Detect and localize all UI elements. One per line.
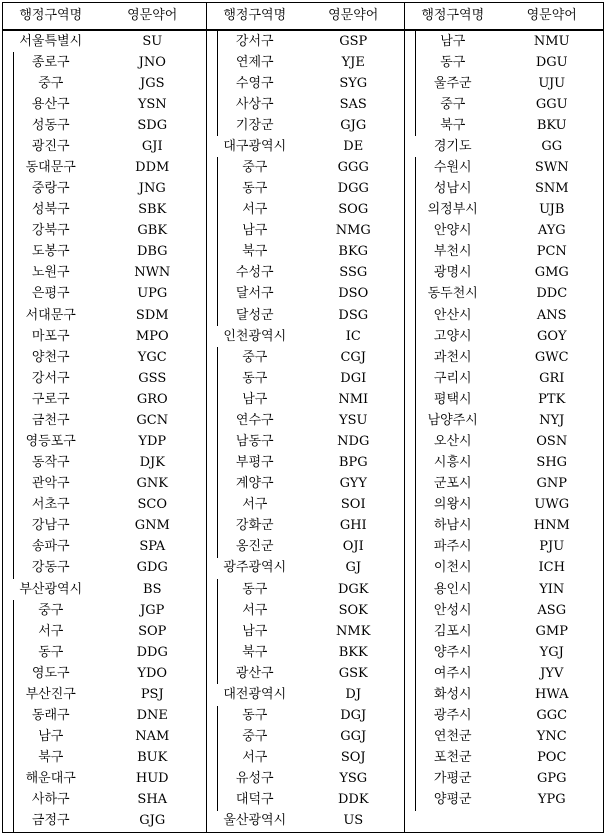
abbreviation-cell: HNM bbox=[501, 516, 604, 537]
abbreviation-cell: JNG bbox=[99, 179, 207, 200]
district-name-cell: 서대문구 bbox=[3, 305, 99, 326]
abbreviation-cell: OJI bbox=[303, 537, 405, 558]
abbreviation-cell: GG bbox=[501, 136, 604, 157]
abbreviation-cell: SNM bbox=[501, 179, 604, 200]
district-name-cell: 남구 bbox=[3, 727, 99, 748]
district-name-cell: 화성시 bbox=[405, 684, 501, 705]
table-row bbox=[3, 30, 604, 52]
table-row bbox=[3, 115, 604, 136]
table-row bbox=[3, 242, 604, 263]
province-name-cell: 인천광역시 bbox=[207, 326, 303, 347]
district-name-cell: 남구 bbox=[207, 621, 303, 642]
abbreviation-cell: BKG bbox=[303, 242, 405, 263]
abbreviation-cell: SHG bbox=[501, 453, 604, 474]
district-name-cell: 연천군 bbox=[405, 727, 501, 748]
abbreviation-cell: GBK bbox=[99, 221, 207, 242]
abbreviation-cell: SHA bbox=[99, 790, 207, 811]
abbreviation-cell: SOP bbox=[99, 621, 207, 642]
district-name-cell: 대덕구 bbox=[207, 790, 303, 811]
district-name-cell: 이천시 bbox=[405, 558, 501, 579]
district-name-cell: 동구 bbox=[207, 579, 303, 600]
abbreviation-cell bbox=[501, 811, 604, 833]
district-name-cell: 동작구 bbox=[3, 453, 99, 474]
table-row bbox=[3, 642, 604, 663]
abbreviation-cell: BKU bbox=[501, 115, 604, 136]
district-name-cell: 강북구 bbox=[3, 221, 99, 242]
abbreviation-cell: GOY bbox=[501, 326, 604, 347]
table-row bbox=[3, 326, 604, 347]
district-name-cell: 남구 bbox=[207, 221, 303, 242]
province-name-cell: 대전광역시 bbox=[207, 684, 303, 705]
abbreviation-cell: BUK bbox=[99, 748, 207, 769]
table-row bbox=[3, 347, 604, 368]
abbreviation-cell: NAM bbox=[99, 727, 207, 748]
district-name-cell: 군포시 bbox=[405, 474, 501, 495]
table-row bbox=[3, 769, 604, 790]
header-region-name-3: 행정구역명 bbox=[405, 3, 501, 31]
province-name-cell: 서울특별시 bbox=[3, 30, 99, 52]
district-name-cell bbox=[405, 811, 501, 833]
abbreviation-cell: YDP bbox=[99, 431, 207, 452]
abbreviation-cell: YNC bbox=[501, 727, 604, 748]
abbreviation-cell: DDC bbox=[501, 284, 604, 305]
abbreviation-cell: YSG bbox=[303, 769, 405, 790]
header-row bbox=[3, 3, 604, 31]
district-name-cell: 영도구 bbox=[3, 663, 99, 684]
abbreviation-cell: GSP bbox=[303, 30, 405, 52]
district-name-cell: 도봉구 bbox=[3, 242, 99, 263]
district-name-cell: 영등포구 bbox=[3, 431, 99, 452]
abbreviation-cell: BS bbox=[99, 579, 207, 600]
abbreviation-cell: JGS bbox=[99, 73, 207, 94]
abbreviation-cell: DGG bbox=[303, 179, 405, 200]
table-row bbox=[3, 621, 604, 642]
table-row bbox=[3, 684, 604, 705]
abbreviation-cell: SAS bbox=[303, 94, 405, 115]
district-name-cell: 중구 bbox=[405, 94, 501, 115]
district-name-cell: 남동구 bbox=[207, 431, 303, 452]
abbreviation-cell: SOJ bbox=[303, 748, 405, 769]
district-name-cell: 남양주시 bbox=[405, 410, 501, 431]
abbreviation-cell: SCO bbox=[99, 495, 207, 516]
district-name-cell: 동래구 bbox=[3, 706, 99, 727]
abbreviation-cell: SWN bbox=[501, 157, 604, 178]
district-name-cell: 김포시 bbox=[405, 621, 501, 642]
district-name-cell: 계양구 bbox=[207, 474, 303, 495]
district-name-cell: 광주시 bbox=[405, 706, 501, 727]
district-name-cell: 해운대구 bbox=[3, 769, 99, 790]
province-name-cell: 부산광역시 bbox=[3, 579, 99, 600]
abbreviation-cell: GJ bbox=[303, 558, 405, 579]
table-row bbox=[3, 495, 604, 516]
abbreviation-cell: GRO bbox=[99, 389, 207, 410]
district-name-cell: 옹진군 bbox=[207, 537, 303, 558]
district-name-cell: 용산구 bbox=[3, 94, 99, 115]
abbreviation-cell: DNE bbox=[99, 706, 207, 727]
abbreviation-cell: JNO bbox=[99, 52, 207, 73]
district-name-cell: 중구 bbox=[207, 347, 303, 368]
district-name-cell: 서구 bbox=[207, 748, 303, 769]
table-body bbox=[3, 30, 604, 833]
district-name-cell: 부평구 bbox=[207, 453, 303, 474]
abbreviation-cell: ANS bbox=[501, 305, 604, 326]
abbreviation-cell: DGK bbox=[303, 579, 405, 600]
table-row bbox=[3, 537, 604, 558]
district-name-cell: 광산구 bbox=[207, 663, 303, 684]
abbreviation-cell: BKK bbox=[303, 642, 405, 663]
province-name-cell: 울산광역시 bbox=[207, 811, 303, 833]
table-row bbox=[3, 94, 604, 115]
abbreviation-cell: IC bbox=[303, 326, 405, 347]
abbreviation-cell: NYJ bbox=[501, 410, 604, 431]
district-name-cell: 중구 bbox=[3, 73, 99, 94]
abbreviation-cell: YDO bbox=[99, 663, 207, 684]
district-name-cell: 송파구 bbox=[3, 537, 99, 558]
abbreviation-cell: AYG bbox=[501, 221, 604, 242]
district-name-cell: 마포구 bbox=[3, 326, 99, 347]
province-name-cell: 광주광역시 bbox=[207, 558, 303, 579]
abbreviation-cell: YSN bbox=[99, 94, 207, 115]
abbreviation-cell: DDK bbox=[303, 790, 405, 811]
table-row bbox=[3, 431, 604, 452]
district-name-cell: 안양시 bbox=[405, 221, 501, 242]
abbreviation-cell: GJI bbox=[99, 136, 207, 157]
abbreviation-cell: GNK bbox=[99, 474, 207, 495]
district-name-cell: 남구 bbox=[207, 389, 303, 410]
abbreviation-cell: GGU bbox=[501, 94, 604, 115]
district-name-cell: 동구 bbox=[207, 368, 303, 389]
district-name-cell: 북구 bbox=[207, 242, 303, 263]
district-name-cell: 강서구 bbox=[3, 368, 99, 389]
district-name-cell: 유성구 bbox=[207, 769, 303, 790]
abbreviation-cell: GGJ bbox=[303, 727, 405, 748]
abbreviation-cell: GMP bbox=[501, 621, 604, 642]
region-abbreviation-table bbox=[2, 2, 604, 833]
abbreviation-cell: GGC bbox=[501, 706, 604, 727]
table-row bbox=[3, 600, 604, 621]
abbreviation-cell: GJG bbox=[303, 115, 405, 136]
abbreviation-cell: HWA bbox=[501, 684, 604, 705]
header-region-name-1: 행정구역명 bbox=[3, 3, 99, 31]
abbreviation-cell: GJG bbox=[99, 811, 207, 833]
district-name-cell: 부산진구 bbox=[3, 684, 99, 705]
district-name-cell: 관악구 bbox=[3, 474, 99, 495]
district-name-cell: 수성구 bbox=[207, 263, 303, 284]
table-row bbox=[3, 221, 604, 242]
district-name-cell: 서구 bbox=[207, 495, 303, 516]
district-name-cell: 사하구 bbox=[3, 790, 99, 811]
abbreviation-cell: SYG bbox=[303, 73, 405, 94]
district-name-cell: 연수구 bbox=[207, 410, 303, 431]
district-name-cell: 동구 bbox=[405, 52, 501, 73]
table-row bbox=[3, 284, 604, 305]
district-name-cell: 금정구 bbox=[3, 811, 99, 833]
abbreviation-cell: UJB bbox=[501, 200, 604, 221]
district-name-cell: 중구 bbox=[207, 157, 303, 178]
abbreviation-cell: DDG bbox=[99, 642, 207, 663]
table-row bbox=[3, 73, 604, 94]
abbreviation-cell: GNP bbox=[501, 474, 604, 495]
district-name-cell: 북구 bbox=[207, 642, 303, 663]
table-row bbox=[3, 748, 604, 769]
district-name-cell: 안성시 bbox=[405, 600, 501, 621]
abbreviation-cell: SBK bbox=[99, 200, 207, 221]
abbreviation-cell: DSO bbox=[303, 284, 405, 305]
district-name-cell: 동구 bbox=[3, 642, 99, 663]
abbreviation-cell: SOG bbox=[303, 200, 405, 221]
table-row bbox=[3, 727, 604, 748]
abbreviation-cell: YSU bbox=[303, 410, 405, 431]
table-row bbox=[3, 410, 604, 431]
abbreviation-cell: PTK bbox=[501, 389, 604, 410]
abbreviation-cell: DE bbox=[303, 136, 405, 157]
table-row bbox=[3, 790, 604, 811]
district-name-cell: 중구 bbox=[3, 600, 99, 621]
abbreviation-cell: GPG bbox=[501, 769, 604, 790]
district-name-cell: 달서구 bbox=[207, 284, 303, 305]
abbreviation-cell: GRI bbox=[501, 368, 604, 389]
abbreviation-cell: YJE bbox=[303, 52, 405, 73]
abbreviation-cell: BPG bbox=[303, 453, 405, 474]
district-name-cell: 부천시 bbox=[405, 242, 501, 263]
abbreviation-cell: GSS bbox=[99, 368, 207, 389]
district-name-cell: 은평구 bbox=[3, 284, 99, 305]
abbreviation-cell: PCN bbox=[501, 242, 604, 263]
district-name-cell: 달성군 bbox=[207, 305, 303, 326]
abbreviation-cell: DBG bbox=[99, 242, 207, 263]
abbreviation-cell: UJU bbox=[501, 73, 604, 94]
district-name-cell: 강서구 bbox=[207, 30, 303, 52]
abbreviation-cell: NMI bbox=[303, 389, 405, 410]
abbreviation-cell: UWG bbox=[501, 495, 604, 516]
district-name-cell: 연제구 bbox=[207, 52, 303, 73]
abbreviation-cell: JYV bbox=[501, 663, 604, 684]
abbreviation-cell: GHI bbox=[303, 516, 405, 537]
abbreviation-cell: HUD bbox=[99, 769, 207, 790]
abbreviation-cell: US bbox=[303, 811, 405, 833]
abbreviation-cell: NMG bbox=[303, 221, 405, 242]
header-abbr-1: 영문약어 bbox=[99, 3, 207, 31]
abbreviation-cell: DGJ bbox=[303, 706, 405, 727]
abbreviation-cell: SOK bbox=[303, 600, 405, 621]
district-name-cell: 의정부시 bbox=[405, 200, 501, 221]
table-row bbox=[3, 136, 604, 157]
district-name-cell: 동구 bbox=[207, 179, 303, 200]
table-row bbox=[3, 558, 604, 579]
district-name-cell: 광명시 bbox=[405, 263, 501, 284]
district-name-cell: 남구 bbox=[405, 30, 501, 52]
district-name-cell: 종로구 bbox=[3, 52, 99, 73]
abbreviation-cell: DDM bbox=[99, 157, 207, 178]
district-name-cell: 양평군 bbox=[405, 790, 501, 811]
abbreviation-cell: GYY bbox=[303, 474, 405, 495]
table-row bbox=[3, 663, 604, 684]
abbreviation-cell: SDG bbox=[99, 115, 207, 136]
abbreviation-cell: SU bbox=[99, 30, 207, 52]
table-row bbox=[3, 305, 604, 326]
district-name-cell: 수원시 bbox=[405, 157, 501, 178]
district-name-cell: 사상구 bbox=[207, 94, 303, 115]
abbreviation-cell: DJK bbox=[99, 453, 207, 474]
district-name-cell: 동두천시 bbox=[405, 284, 501, 305]
district-name-cell: 평택시 bbox=[405, 389, 501, 410]
district-name-cell: 서구 bbox=[207, 200, 303, 221]
district-name-cell: 시흥시 bbox=[405, 453, 501, 474]
abbreviation-cell: DGI bbox=[303, 368, 405, 389]
table-row bbox=[3, 263, 604, 284]
abbreviation-cell: DSG bbox=[303, 305, 405, 326]
district-name-cell: 성동구 bbox=[3, 115, 99, 136]
abbreviation-cell: NDG bbox=[303, 431, 405, 452]
header-abbr-3: 영문약어 bbox=[501, 3, 604, 31]
abbreviation-cell: YGJ bbox=[501, 642, 604, 663]
district-name-cell: 구리시 bbox=[405, 368, 501, 389]
district-name-cell: 동대문구 bbox=[3, 157, 99, 178]
district-name-cell: 울주군 bbox=[405, 73, 501, 94]
district-name-cell: 동구 bbox=[207, 706, 303, 727]
abbreviation-cell: SSG bbox=[303, 263, 405, 284]
abbreviation-cell: SPA bbox=[99, 537, 207, 558]
province-name-cell: 경기도 bbox=[405, 136, 501, 157]
abbreviation-cell: YIN bbox=[501, 579, 604, 600]
table-row bbox=[3, 706, 604, 727]
district-name-cell: 가평군 bbox=[405, 769, 501, 790]
district-name-cell: 노원구 bbox=[3, 263, 99, 284]
district-name-cell: 광진구 bbox=[3, 136, 99, 157]
district-name-cell: 여주시 bbox=[405, 663, 501, 684]
abbreviation-cell: GWC bbox=[501, 347, 604, 368]
abbreviation-cell: MPO bbox=[99, 326, 207, 347]
district-name-cell: 용인시 bbox=[405, 579, 501, 600]
district-name-cell: 금천구 bbox=[3, 410, 99, 431]
district-name-cell: 하남시 bbox=[405, 516, 501, 537]
abbreviation-cell: PSJ bbox=[99, 684, 207, 705]
table-row bbox=[3, 579, 604, 600]
province-name-cell: 대구광역시 bbox=[207, 136, 303, 157]
table-row bbox=[3, 811, 604, 833]
district-name-cell: 서초구 bbox=[3, 495, 99, 516]
abbreviation-cell: UPG bbox=[99, 284, 207, 305]
district-name-cell: 의왕시 bbox=[405, 495, 501, 516]
table-row bbox=[3, 368, 604, 389]
abbreviation-cell: CGJ bbox=[303, 347, 405, 368]
abbreviation-cell: ICH bbox=[501, 558, 604, 579]
abbreviation-cell: POC bbox=[501, 748, 604, 769]
abbreviation-cell: GSK bbox=[303, 663, 405, 684]
district-name-cell: 서구 bbox=[3, 621, 99, 642]
district-name-cell: 안산시 bbox=[405, 305, 501, 326]
district-name-cell: 서구 bbox=[207, 600, 303, 621]
abbreviation-cell: JGP bbox=[99, 600, 207, 621]
abbreviation-cell: DGU bbox=[501, 52, 604, 73]
table-row bbox=[3, 179, 604, 200]
district-name-cell: 성북구 bbox=[3, 200, 99, 221]
table-row bbox=[3, 389, 604, 410]
district-name-cell: 포천군 bbox=[405, 748, 501, 769]
table-row bbox=[3, 474, 604, 495]
table-row bbox=[3, 200, 604, 221]
table-row bbox=[3, 52, 604, 73]
table-row bbox=[3, 157, 604, 178]
abbreviation-cell: NWN bbox=[99, 263, 207, 284]
abbreviation-cell: SDM bbox=[99, 305, 207, 326]
district-name-cell: 파주시 bbox=[405, 537, 501, 558]
district-name-cell: 강남구 bbox=[3, 516, 99, 537]
district-name-cell: 구로구 bbox=[3, 389, 99, 410]
district-name-cell: 중구 bbox=[207, 727, 303, 748]
district-name-cell: 양천구 bbox=[3, 347, 99, 368]
abbreviation-cell: GDG bbox=[99, 558, 207, 579]
district-name-cell: 북구 bbox=[405, 115, 501, 136]
abbreviation-cell: NMK bbox=[303, 621, 405, 642]
abbreviation-cell: YGC bbox=[99, 347, 207, 368]
abbreviation-cell: SOI bbox=[303, 495, 405, 516]
abbreviation-cell: GMG bbox=[501, 263, 604, 284]
abbreviation-cell: GNM bbox=[99, 516, 207, 537]
abbreviation-cell: PJU bbox=[501, 537, 604, 558]
district-name-cell: 고양시 bbox=[405, 326, 501, 347]
abbreviation-cell: YPG bbox=[501, 790, 604, 811]
header-region-name-2: 행정구역명 bbox=[207, 3, 303, 31]
district-name-cell: 기장군 bbox=[207, 115, 303, 136]
abbreviation-cell: OSN bbox=[501, 431, 604, 452]
table-row bbox=[3, 453, 604, 474]
district-name-cell: 과천시 bbox=[405, 347, 501, 368]
header-abbr-2: 영문약어 bbox=[303, 3, 405, 31]
district-name-cell: 오산시 bbox=[405, 431, 501, 452]
district-name-cell: 양주시 bbox=[405, 642, 501, 663]
district-name-cell: 강화군 bbox=[207, 516, 303, 537]
district-name-cell: 강동구 bbox=[3, 558, 99, 579]
abbreviation-cell: NMU bbox=[501, 30, 604, 52]
district-name-cell: 북구 bbox=[3, 748, 99, 769]
district-name-cell: 성남시 bbox=[405, 179, 501, 200]
district-name-cell: 중랑구 bbox=[3, 179, 99, 200]
table-row bbox=[3, 516, 604, 537]
abbreviation-cell: ASG bbox=[501, 600, 604, 621]
abbreviation-cell: GCN bbox=[99, 410, 207, 431]
district-name-cell: 수영구 bbox=[207, 73, 303, 94]
abbreviation-cell: GGG bbox=[303, 157, 405, 178]
abbreviation-cell: DJ bbox=[303, 684, 405, 705]
